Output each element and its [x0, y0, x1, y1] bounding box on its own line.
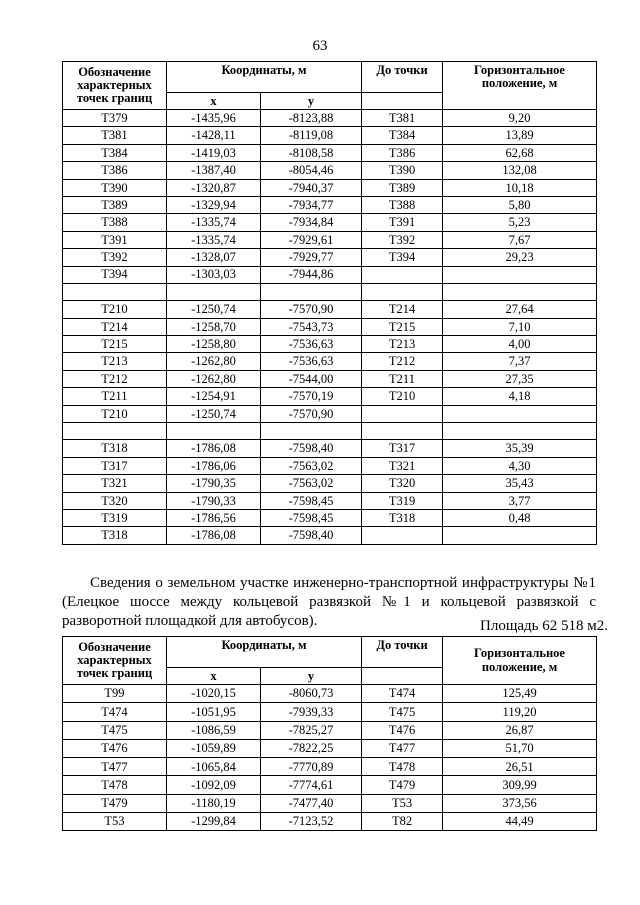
distance-cell: 27,35: [443, 370, 597, 387]
x-cell: -1329,94: [167, 196, 261, 213]
header-to-point-sub: [362, 668, 443, 685]
table-row: [63, 266, 597, 283]
coordinates-table-2: [62, 636, 597, 831]
table-row: [63, 214, 597, 231]
table-row: [63, 457, 597, 474]
point-cell: Т478: [63, 776, 167, 794]
table-row: [63, 283, 597, 300]
point-cell: Т53: [63, 813, 167, 831]
y-cell: -7477,40: [261, 794, 362, 812]
y-cell: -7944,86: [261, 266, 362, 283]
table-row: [63, 144, 597, 161]
distance-cell: 9,20: [443, 110, 597, 127]
table-row: [63, 110, 597, 127]
x-cell: -1258,80: [167, 336, 261, 353]
distance-cell: 132,08: [443, 162, 597, 179]
to-point-cell: Т477: [362, 739, 443, 757]
table-row: [63, 475, 597, 492]
point-cell: Т212: [63, 370, 167, 387]
x-cell: -1428,11: [167, 127, 261, 144]
y-cell: -7598,40: [261, 440, 362, 457]
y-cell: -8108,58: [261, 144, 362, 161]
y-cell: -7822,25: [261, 739, 362, 757]
table-row: [63, 353, 597, 370]
to-point-cell: Т213: [362, 336, 443, 353]
y-cell: [261, 283, 362, 300]
to-point-cell: Т212: [362, 353, 443, 370]
point-cell: Т474: [63, 703, 167, 721]
to-point-cell: Т479: [362, 776, 443, 794]
x-cell: -1303,03: [167, 266, 261, 283]
point-cell: Т213: [63, 353, 167, 370]
x-cell: -1435,96: [167, 110, 261, 127]
point-cell: Т394: [63, 266, 167, 283]
y-cell: -7598,45: [261, 492, 362, 509]
distance-cell: 4,30: [443, 457, 597, 474]
point-cell: Т318: [63, 440, 167, 457]
to-point-cell: Т475: [362, 703, 443, 721]
x-cell: -1092,09: [167, 776, 261, 794]
point-cell: Т215: [63, 336, 167, 353]
page-number: 63: [312, 38, 328, 54]
x-cell: -1262,80: [167, 370, 261, 387]
header-designation: Обозначение характерных точек границ: [63, 62, 167, 110]
x-cell: -1786,08: [167, 527, 261, 544]
y-cell: -8123,88: [261, 110, 362, 127]
distance-cell: 27,64: [443, 301, 597, 318]
distance-cell: [443, 423, 597, 440]
table-row: [63, 196, 597, 213]
distance-cell: 125,49: [443, 685, 597, 703]
to-point-cell: Т317: [362, 440, 443, 457]
distance-cell: 4,00: [443, 336, 597, 353]
point-cell: Т479: [63, 794, 167, 812]
distance-cell: [443, 283, 597, 300]
plot-description: Сведения о земельном участке инженерно-транспортной инфраструктуры №1 (Елецкое шоссе между кольцевой развязкой №1 и кольцевой развязкой с разворотной площадкой для автобусов).: [62, 575, 596, 629]
point-cell: Т392: [63, 249, 167, 266]
x-cell: -1262,80: [167, 353, 261, 370]
to-point-cell: Т214: [362, 301, 443, 318]
table-row: [63, 492, 597, 509]
coordinates-table-1: [62, 61, 597, 545]
distance-cell: 10,18: [443, 179, 597, 196]
header-to-point: До точки: [362, 637, 443, 668]
x-cell: -1254,91: [167, 388, 261, 405]
table-2-body: [63, 685, 597, 831]
to-point-cell: [362, 423, 443, 440]
x-cell: [167, 283, 261, 300]
distance-cell: 44,49: [443, 813, 597, 831]
point-cell: Т214: [63, 318, 167, 335]
header-coordinates: Координаты, м: [167, 62, 362, 93]
header-x: x: [167, 668, 261, 685]
distance-cell: 5,23: [443, 214, 597, 231]
table-row: [63, 703, 597, 721]
to-point-cell: [362, 527, 443, 544]
to-point-cell: Т386: [362, 144, 443, 161]
point-cell: Т390: [63, 179, 167, 196]
x-cell: -1299,84: [167, 813, 261, 831]
plot-area: Площадь 62 518 м2.: [480, 618, 608, 634]
distance-cell: 0,48: [443, 509, 597, 526]
header-y: y: [261, 668, 362, 685]
x-cell: -1387,40: [167, 162, 261, 179]
x-cell: -1790,35: [167, 475, 261, 492]
y-cell: -8054,46: [261, 162, 362, 179]
x-cell: -1258,70: [167, 318, 261, 335]
point-cell: [63, 423, 167, 440]
point-cell: Т477: [63, 758, 167, 776]
y-cell: -7563,02: [261, 475, 362, 492]
distance-cell: 7,67: [443, 231, 597, 248]
x-cell: -1020,15: [167, 685, 261, 703]
table-row: [63, 509, 597, 526]
distance-cell: 4,18: [443, 388, 597, 405]
point-cell: Т476: [63, 739, 167, 757]
y-cell: -7598,40: [261, 527, 362, 544]
distance-cell: 373,56: [443, 794, 597, 812]
to-point-cell: Т381: [362, 110, 443, 127]
distance-cell: 51,70: [443, 739, 597, 757]
y-cell: -8060,73: [261, 685, 362, 703]
table-row: [63, 794, 597, 812]
y-cell: -7939,33: [261, 703, 362, 721]
y-cell: -7536,63: [261, 336, 362, 353]
x-cell: -1786,56: [167, 509, 261, 526]
to-point-cell: Т215: [362, 318, 443, 335]
header-to-point: До точки: [362, 62, 443, 93]
x-cell: -1250,74: [167, 301, 261, 318]
distance-cell: 5,80: [443, 196, 597, 213]
to-point-cell: [362, 405, 443, 422]
distance-cell: 7,10: [443, 318, 597, 335]
to-point-cell: Т211: [362, 370, 443, 387]
table-row: [63, 370, 597, 387]
table-1-body: [63, 110, 597, 545]
table-row: [63, 388, 597, 405]
to-point-cell: Т388: [362, 196, 443, 213]
table-row: [63, 721, 597, 739]
table-row: [63, 249, 597, 266]
point-cell: Т317: [63, 457, 167, 474]
distance-cell: 62,68: [443, 144, 597, 161]
distance-cell: [443, 405, 597, 422]
x-cell: -1790,33: [167, 492, 261, 509]
point-cell: Т389: [63, 196, 167, 213]
x-cell: -1320,87: [167, 179, 261, 196]
point-cell: Т318: [63, 527, 167, 544]
distance-cell: 309,99: [443, 776, 597, 794]
table-row: [63, 336, 597, 353]
y-cell: -7929,61: [261, 231, 362, 248]
point-cell: Т386: [63, 162, 167, 179]
y-cell: -7825,27: [261, 721, 362, 739]
point-cell: Т381: [63, 127, 167, 144]
y-cell: -7929,77: [261, 249, 362, 266]
table-row: [63, 527, 597, 544]
x-cell: -1419,03: [167, 144, 261, 161]
to-point-cell: Т390: [362, 162, 443, 179]
distance-cell: 26,51: [443, 758, 597, 776]
y-cell: -7774,61: [261, 776, 362, 794]
x-cell: -1328,07: [167, 249, 261, 266]
y-cell: -7570,90: [261, 301, 362, 318]
distance-cell: 35,43: [443, 475, 597, 492]
y-cell: [261, 423, 362, 440]
to-point-cell: Т320: [362, 475, 443, 492]
y-cell: -8119,08: [261, 127, 362, 144]
y-cell: -7598,45: [261, 509, 362, 526]
y-cell: -7934,77: [261, 196, 362, 213]
table-row: [63, 758, 597, 776]
y-cell: -7570,19: [261, 388, 362, 405]
table-row: [63, 179, 597, 196]
header-y: y: [261, 93, 362, 110]
point-cell: Т211: [63, 388, 167, 405]
table-row: [63, 405, 597, 422]
distance-cell: 35,39: [443, 440, 597, 457]
table-row: [63, 813, 597, 831]
distance-cell: 13,89: [443, 127, 597, 144]
to-point-cell: Т394: [362, 249, 443, 266]
point-cell: Т379: [63, 110, 167, 127]
x-cell: -1250,74: [167, 405, 261, 422]
x-cell: -1086,59: [167, 721, 261, 739]
point-cell: Т319: [63, 509, 167, 526]
table-row: [63, 423, 597, 440]
x-cell: -1335,74: [167, 231, 261, 248]
point-cell: Т210: [63, 405, 167, 422]
distance-cell: 29,23: [443, 249, 597, 266]
y-cell: -7570,90: [261, 405, 362, 422]
y-cell: -7123,52: [261, 813, 362, 831]
x-cell: -1180,19: [167, 794, 261, 812]
to-point-cell: Т391: [362, 214, 443, 231]
point-cell: Т321: [63, 475, 167, 492]
distance-cell: 7,37: [443, 353, 597, 370]
to-point-cell: Т478: [362, 758, 443, 776]
distance-cell: 3,77: [443, 492, 597, 509]
y-cell: -7940,37: [261, 179, 362, 196]
to-point-cell: Т319: [362, 492, 443, 509]
y-cell: -7543,73: [261, 318, 362, 335]
table-row: [63, 162, 597, 179]
distance-cell: 119,20: [443, 703, 597, 721]
to-point-cell: Т392: [362, 231, 443, 248]
to-point-cell: Т389: [362, 179, 443, 196]
table-row: [63, 739, 597, 757]
x-cell: -1786,08: [167, 440, 261, 457]
header-designation: Обозначение характерных точек границ: [63, 637, 167, 685]
point-cell: Т384: [63, 144, 167, 161]
to-point-cell: Т53: [362, 794, 443, 812]
point-cell: [63, 283, 167, 300]
to-point-cell: Т474: [362, 685, 443, 703]
y-cell: -7563,02: [261, 457, 362, 474]
to-point-cell: Т476: [362, 721, 443, 739]
header-horizontal: Горизонтальное положение, м: [443, 62, 597, 110]
y-cell: -7934,84: [261, 214, 362, 231]
to-point-cell: Т321: [362, 457, 443, 474]
point-cell: Т99: [63, 685, 167, 703]
point-cell: Т388: [63, 214, 167, 231]
point-cell: Т320: [63, 492, 167, 509]
y-cell: -7544,00: [261, 370, 362, 387]
table-row: [63, 231, 597, 248]
x-cell: -1065,84: [167, 758, 261, 776]
table-row: [63, 318, 597, 335]
x-cell: -1051,95: [167, 703, 261, 721]
distance-cell: [443, 527, 597, 544]
to-point-cell: Т384: [362, 127, 443, 144]
table-row: [63, 440, 597, 457]
to-point-cell: [362, 266, 443, 283]
point-cell: Т475: [63, 721, 167, 739]
point-cell: Т391: [63, 231, 167, 248]
to-point-cell: Т82: [362, 813, 443, 831]
to-point-cell: Т318: [362, 509, 443, 526]
table-row: [63, 685, 597, 703]
to-point-cell: [362, 283, 443, 300]
y-cell: -7770,89: [261, 758, 362, 776]
to-point-cell: Т210: [362, 388, 443, 405]
y-cell: -7536,63: [261, 353, 362, 370]
table-row: [63, 127, 597, 144]
distance-cell: [443, 266, 597, 283]
header-coordinates: Координаты, м: [167, 637, 362, 668]
x-cell: -1786,06: [167, 457, 261, 474]
distance-cell: 26,87: [443, 721, 597, 739]
x-cell: -1335,74: [167, 214, 261, 231]
x-cell: [167, 423, 261, 440]
point-cell: Т210: [63, 301, 167, 318]
header-to-point-sub: [362, 93, 443, 110]
header-x: x: [167, 93, 261, 110]
x-cell: -1059,89: [167, 739, 261, 757]
header-horizontal: Горизонтальное положение, м: [443, 637, 597, 685]
table-row: [63, 776, 597, 794]
table-row: [63, 301, 597, 318]
